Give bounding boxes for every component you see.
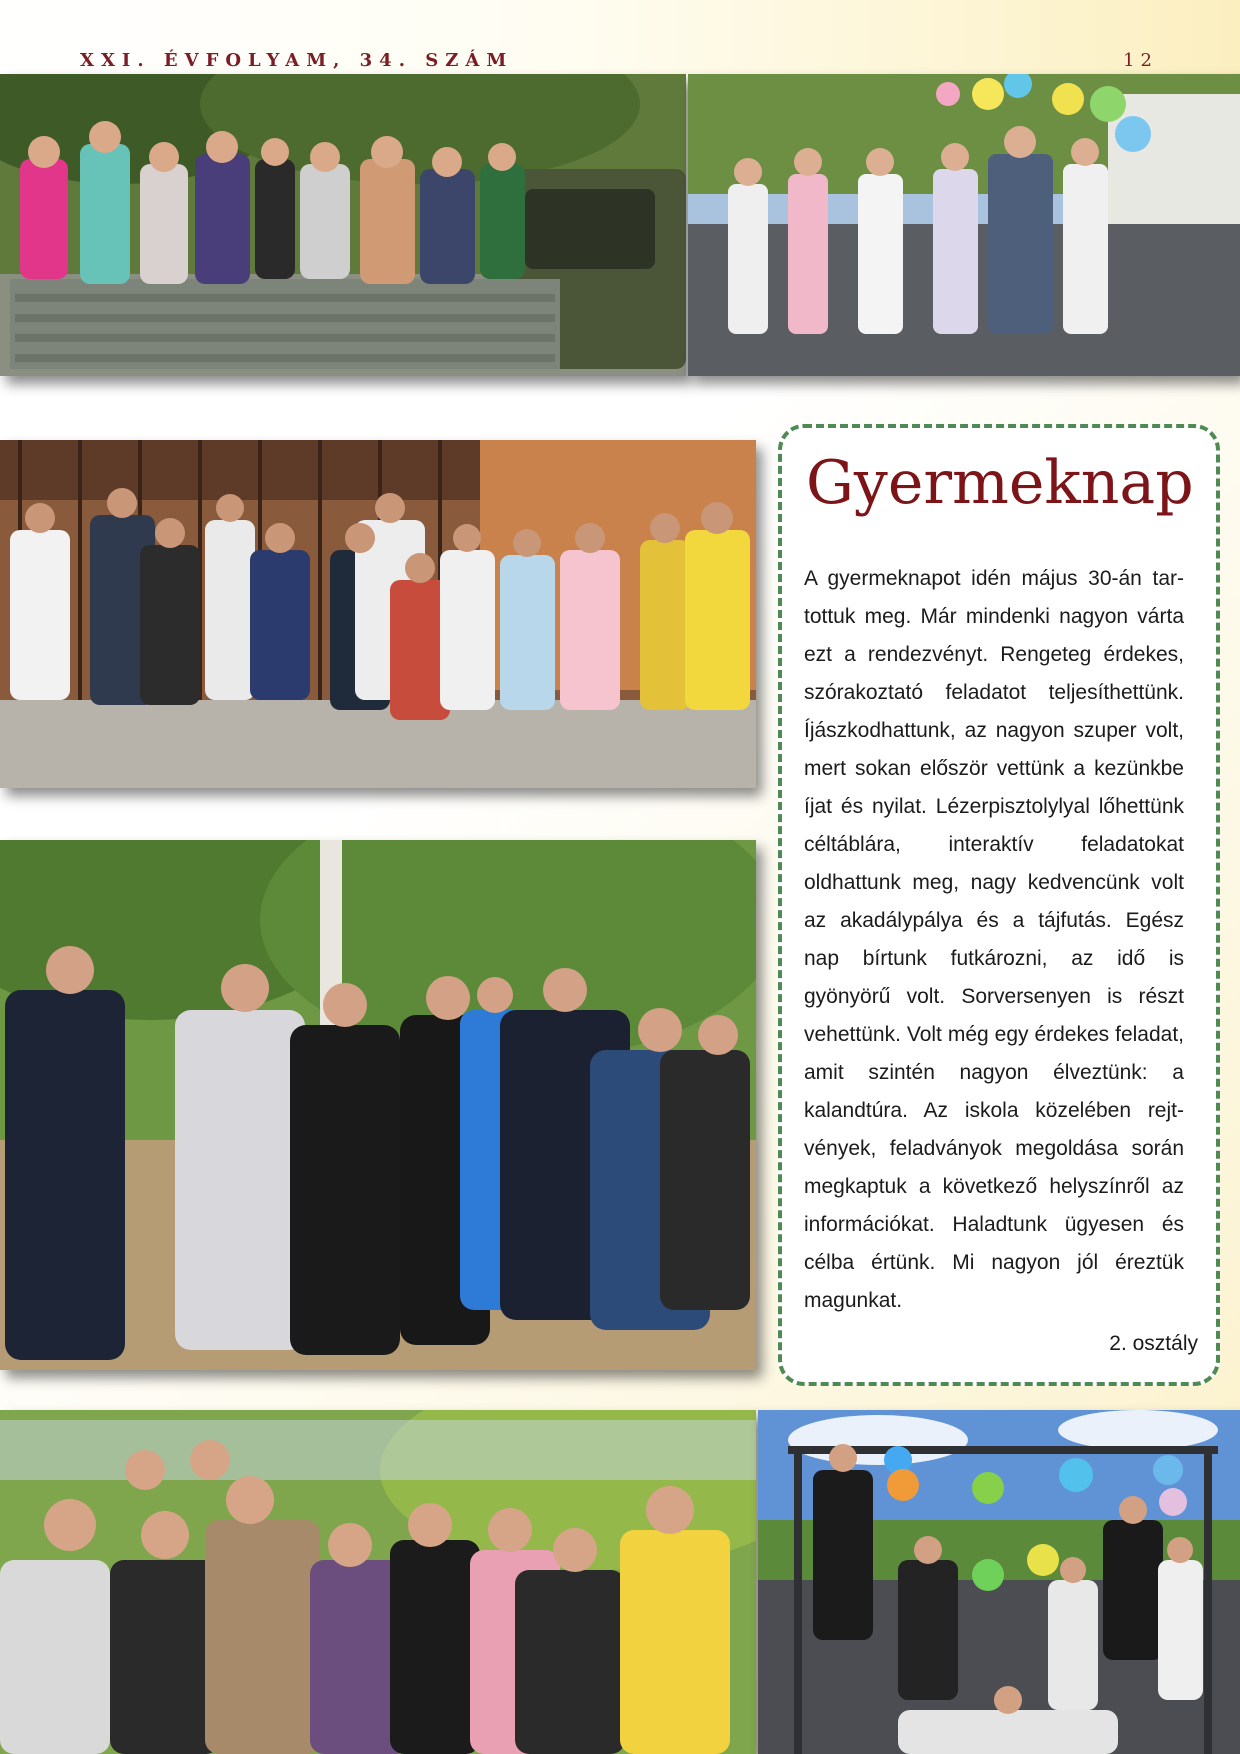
photo-climbing-frame-with-balloons: [758, 1410, 1240, 1754]
page-header: [0, 0, 1240, 74]
volume-label: XXI. ÉVFOLYAM, 34. SZÁM: [80, 50, 514, 71]
article-title: Gyermeknap: [806, 448, 1194, 518]
article-box: [778, 424, 1220, 1386]
article-signature: 2. osztály: [1109, 1332, 1198, 1355]
photo-girls-with-balloons: [688, 74, 1240, 376]
photo-group-in-front-of-fence: [0, 440, 756, 788]
page-number: 12: [1123, 50, 1158, 71]
photo-children-on-truck: [0, 74, 686, 376]
photo-group-in-garden: [0, 1410, 756, 1754]
photo-group-under-trees: [0, 840, 756, 1370]
article-body: A gyermeknapot idén május 30-án tartottuk meg. Már mindenki nagyon várta ezt a rendezvényt. Rengeteg érdekes, szórakoztató feladatot teljesíthettünk. Íjászkodhattunk, az nagyon szuper volt, mert sokan először vettünk a kezünkbe íjat és nyilat. Lézerpisztolylyal lőhettünk céltáblára, interaktív feladatokat oldhattunk meg, nagy kedvencünk volt az akadálypálya és a tájfutás. Egész nap bírtunk futkározni, az idő is gyönyörű volt. Sorversenyen is részt vehettünk. Volt még egy érdekes feladat, amit szintén nagyon élveztünk: a kalandtúra. Az iskola közelében rejtvények, feladványok megoldása során megkaptuk a következő helyszínről az információkat. Haladtunk ügyesen és célba értünk. Mi nagyon jól éreztük magunkat.: [804, 567, 1184, 1312]
